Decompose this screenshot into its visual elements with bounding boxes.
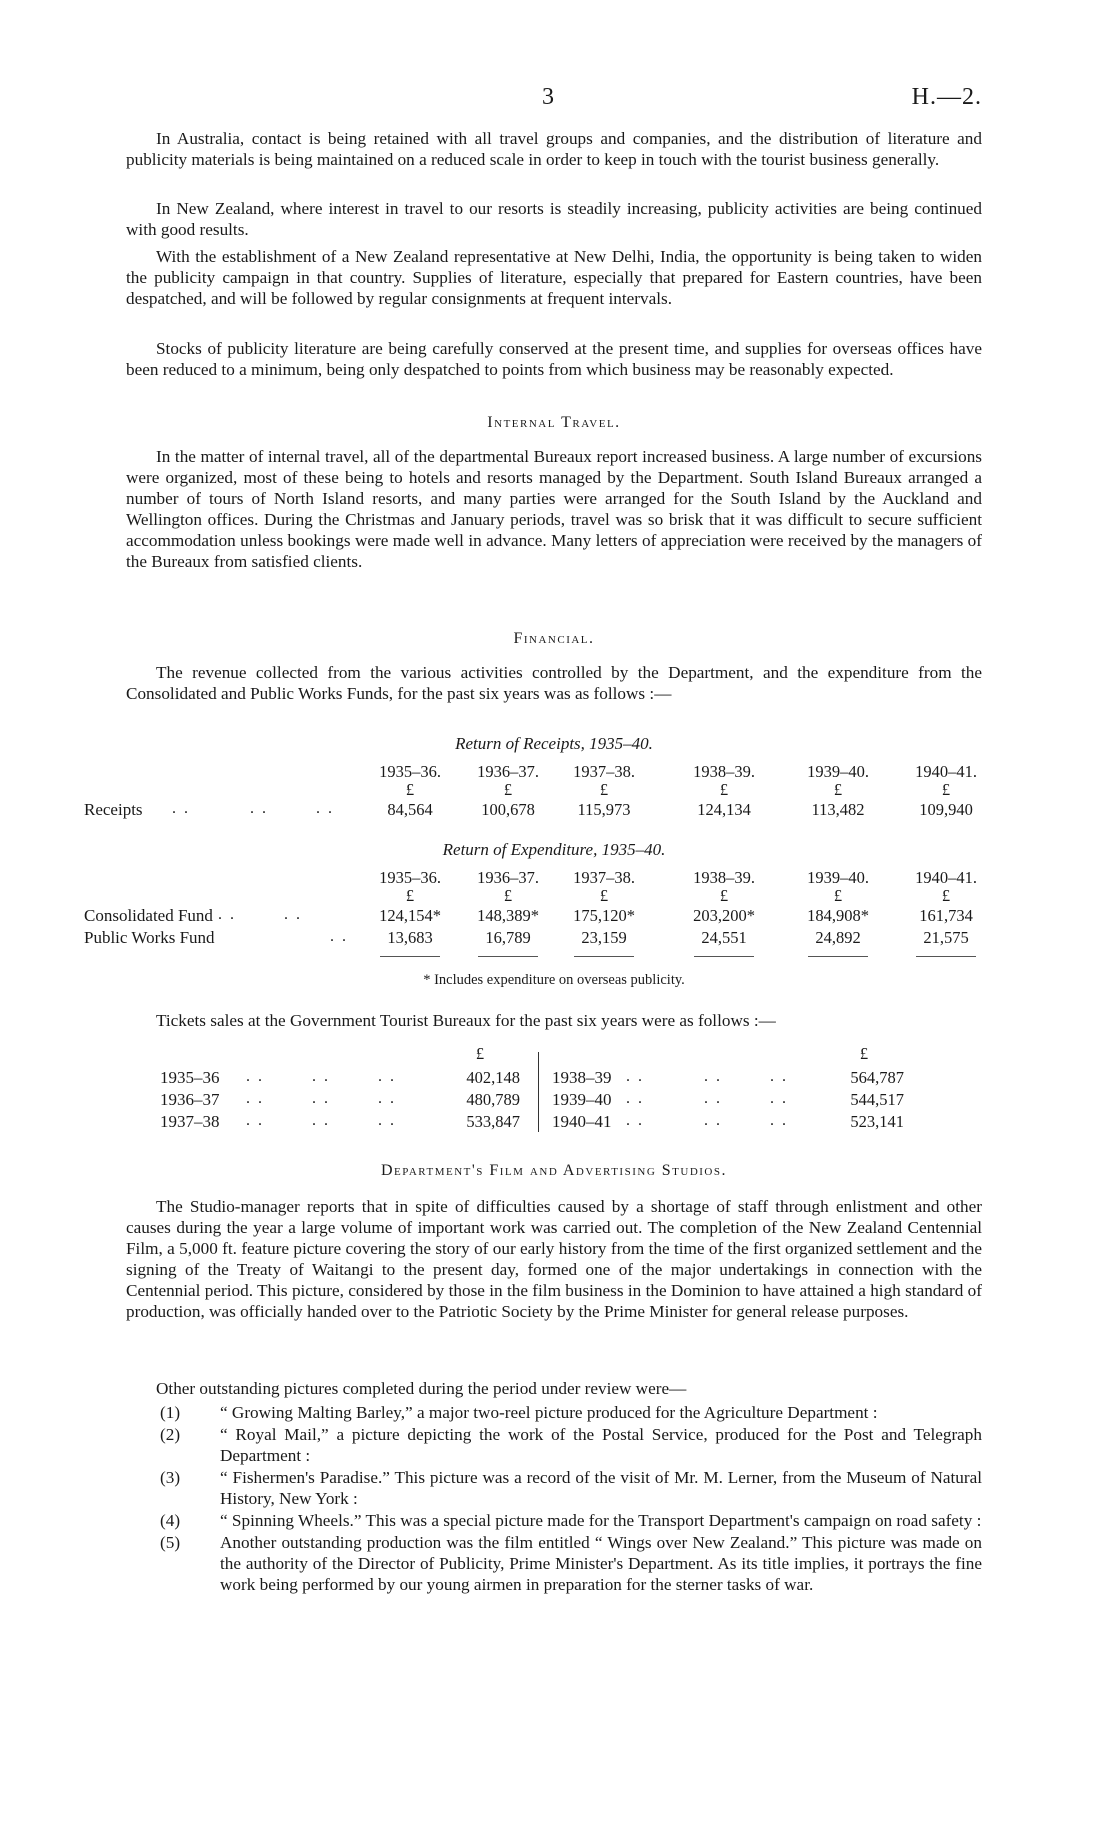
total-rule bbox=[478, 956, 538, 957]
leader-dots: . . . . . . bbox=[626, 1090, 788, 1107]
currency-symbol: £ bbox=[405, 780, 415, 799]
report-reference: H.—2. bbox=[911, 84, 982, 110]
expenditure-value: 148,389* bbox=[477, 906, 539, 925]
total-rule bbox=[808, 956, 868, 957]
expenditure-value: 23,159 bbox=[581, 928, 627, 947]
ticket-year: 1937–38 bbox=[160, 1112, 220, 1131]
expenditure-row-label: Consolidated Fund bbox=[84, 906, 213, 925]
expenditure-year-header: 1937–38. bbox=[573, 868, 635, 887]
total-rule bbox=[574, 956, 634, 957]
expenditure-value: 24,551 bbox=[701, 928, 747, 947]
expenditure-value: 161,734 bbox=[919, 906, 973, 925]
heading-financial: Financial. bbox=[513, 630, 595, 647]
ticket-value: 402,148 bbox=[466, 1068, 520, 1087]
currency-symbol: £ bbox=[599, 780, 609, 799]
ticket-year: 1935–36 bbox=[160, 1068, 220, 1087]
receipts-year-header: 1936–37. bbox=[477, 762, 539, 781]
expenditure-row-label: Public Works Fund bbox=[84, 928, 215, 947]
expenditure-year-header: 1938–39. bbox=[693, 868, 755, 887]
currency-symbol: £ bbox=[941, 886, 951, 905]
paragraph-india: With the establishment of a New Zealand representative at New Delhi, India, the opportunity is being taken to widen the publicity campaign in that country. Supplies of literature, especially that prepared for Eastern countries, have been despatched, and will be followed by regular consignments at frequent intervals. bbox=[126, 247, 982, 308]
expenditure-value: 175,120* bbox=[573, 906, 635, 925]
leader-dots: . . . . . . bbox=[246, 1112, 396, 1129]
heading-internal-travel: Internal Travel. bbox=[487, 414, 621, 431]
leader-dots: . . . . . . bbox=[626, 1068, 788, 1085]
currency-symbol: £ bbox=[833, 780, 843, 799]
leader-dots: . . . . . . bbox=[246, 1090, 396, 1107]
ticket-value: 480,789 bbox=[466, 1090, 520, 1109]
list-item-text: “ Growing Malting Barley,” a major two-reel picture produced for the Agriculture Department : bbox=[220, 1403, 878, 1422]
paragraph-internal-travel: In the matter of internal travel, all of the departmental Bureaux report increased business. A large number of excursions were organized, most of these being to hotels and resorts managed by the Department. South Island Bureaux arranged a number of tours of North Island resorts, and many parties were arranged for the South Island by the Auckland and Wellington offices. During the Christmas and January periods, travel was so brisk that it was difficult to secure sufficient accommodation unless bookings were made well in advance. Many letters of appreciation were received by the managers of the Bureaux from satisfied clients. bbox=[126, 447, 982, 571]
list-item-number: (1) bbox=[160, 1403, 181, 1422]
receipts-year-header: 1937–38. bbox=[573, 762, 635, 781]
leader-dots: . . . . . . bbox=[172, 800, 334, 817]
list-item-number: (2) bbox=[160, 1425, 181, 1444]
currency-symbol: £ bbox=[503, 886, 513, 905]
receipts-year-header: 1940–41. bbox=[915, 762, 977, 781]
currency-symbol: £ bbox=[833, 886, 843, 905]
list-item-text: “ Fishermen's Paradise.” This picture was a record of the visit of Mr. M. Lerner, from the Museum of Natural History, New York : bbox=[220, 1468, 982, 1508]
currency-symbol: £ bbox=[475, 1044, 485, 1063]
expenditure-caption: Return of Expenditure, 1935–40. bbox=[442, 840, 666, 859]
receipts-value: 109,940 bbox=[919, 800, 973, 819]
currency-symbol: £ bbox=[405, 886, 415, 905]
list-item-text: “ Spinning Wheels.” This was a special picture made for the Transport Department's campaign on road safety : bbox=[220, 1511, 982, 1530]
expenditure-year-header: 1935–36. bbox=[379, 868, 441, 887]
leader-dots: . . . . . . bbox=[246, 1068, 396, 1085]
list-item-text: Another outstanding production was the film entitled “ Wings over New Zealand.” This picture was made on the authority of the Director of Publicity, Prime Minister's Department. As its title implies, it portrays the fine work being performed by our young airmen in preparation for the sterner tasks of war. bbox=[220, 1533, 982, 1594]
list-item bbox=[160, 1402, 982, 1423]
expenditure-year-header: 1939–40. bbox=[807, 868, 869, 887]
expenditure-value: 21,575 bbox=[923, 928, 969, 947]
paragraph-financial: The revenue collected from the various activities controlled by the Department, and the expenditure from the Consolidated and Public Works Funds, for the past six years was as follows :— bbox=[126, 663, 982, 703]
paragraph-studios: The Studio-manager reports that in spite of difficulties caused by a shortage of staff through enlistment and other causes during the year a large volume of important work was carried out. The completion of the New Zealand Centennial Film, a 5,000 ft. feature picture covering the story of our early history from the time of the first organized settlement and the signing of the Treaty of Waitangi to the present day, formed one of the major undertakings in connection with the Centennial period. This picture, considered by those in the film business in the Dominion to have attained a high standard of production, was officially handed over to the Patriotic Society by the Prime Minister for general release purposes. bbox=[126, 1197, 982, 1321]
list-item-text: “ Royal Mail,” a picture depicting the work of the Postal Service, produced for the Post and Telegraph Department : bbox=[220, 1425, 982, 1465]
receipts-value: 84,564 bbox=[387, 800, 433, 819]
list-item bbox=[160, 1424, 982, 1466]
list-item bbox=[160, 1532, 982, 1595]
total-rule bbox=[916, 956, 976, 957]
leader-dots: . . . . . . bbox=[626, 1112, 788, 1129]
paragraph-australia: In Australia, contact is being retained with all travel groups and companies, and the distribution of literature and publicity materials is being maintained on a reduced scale in order to keep in touch with the tourist business generally. bbox=[126, 129, 982, 169]
expenditure-value: 16,789 bbox=[485, 928, 531, 947]
footnote: * Includes expenditure on overseas publicity. bbox=[423, 972, 685, 988]
currency-symbol: £ bbox=[719, 780, 729, 799]
total-rule bbox=[694, 956, 754, 957]
total-rule bbox=[380, 956, 440, 957]
list-item bbox=[160, 1510, 982, 1531]
list-item bbox=[160, 1467, 982, 1509]
ticket-year: 1940–41 bbox=[552, 1112, 612, 1131]
receipts-value: 124,134 bbox=[697, 800, 751, 819]
expenditure-value: 124,154* bbox=[379, 906, 441, 925]
ticket-year: 1936–37 bbox=[160, 1090, 220, 1109]
list-item-number: (4) bbox=[160, 1511, 181, 1530]
expenditure-value: 184,908* bbox=[807, 906, 869, 925]
ticket-year: 1938–39 bbox=[552, 1068, 612, 1087]
ticket-value: 533,847 bbox=[466, 1112, 520, 1131]
receipts-year-header: 1939–40. bbox=[807, 762, 869, 781]
receipts-value: 115,973 bbox=[577, 800, 631, 819]
heading-studios: Department's Film and Advertising Studios. bbox=[380, 1162, 727, 1179]
pictures-list bbox=[160, 1402, 982, 1596]
paragraph-stocks: Stocks of publicity literature are being carefully conserved at the present time, and supplies for overseas offices have been reduced to a minimum, being only despatched to points from which business may be reasonably expected. bbox=[126, 339, 982, 379]
expenditure-year-header: 1940–41. bbox=[915, 868, 977, 887]
currency-symbol: £ bbox=[503, 780, 513, 799]
expenditure-value: 13,683 bbox=[387, 928, 433, 947]
column-divider bbox=[538, 1052, 539, 1132]
page-number: 3 bbox=[542, 84, 554, 110]
expenditure-value: 203,200* bbox=[693, 906, 755, 925]
expenditure-year-header: 1936–37. bbox=[477, 868, 539, 887]
receipts-row-label: Receipts bbox=[84, 800, 143, 819]
currency-symbol: £ bbox=[599, 886, 609, 905]
paragraph-list-intro: Other outstanding pictures completed during the period under review were— bbox=[156, 1379, 687, 1398]
receipts-caption: Return of Receipts, 1935–40. bbox=[455, 734, 653, 753]
receipts-year-header: 1935–36. bbox=[379, 762, 441, 781]
expenditure-value: 24,892 bbox=[815, 928, 861, 947]
leader-dots: . . bbox=[330, 928, 348, 945]
ticket-value: 544,517 bbox=[850, 1090, 904, 1109]
receipts-year-header: 1938–39. bbox=[693, 762, 755, 781]
list-item-number: (5) bbox=[160, 1533, 181, 1552]
ticket-value: 523,141 bbox=[850, 1112, 904, 1131]
leader-dots: . . . . bbox=[218, 906, 302, 923]
currency-symbol: £ bbox=[859, 1044, 869, 1063]
currency-symbol: £ bbox=[719, 886, 729, 905]
ticket-year: 1939–40 bbox=[552, 1090, 612, 1109]
receipts-value: 113,482 bbox=[811, 800, 865, 819]
currency-symbol: £ bbox=[941, 780, 951, 799]
receipts-value: 100,678 bbox=[481, 800, 535, 819]
paragraph-new-zealand: In New Zealand, where interest in travel to our resorts is steadily increasing, publicity activities are being continued with good results. bbox=[126, 199, 982, 239]
paragraph-tickets-intro: Tickets sales at the Government Tourist Bureaux for the past six years were as follows :— bbox=[156, 1011, 776, 1030]
ticket-value: 564,787 bbox=[850, 1068, 904, 1087]
list-item-number: (3) bbox=[160, 1468, 181, 1487]
